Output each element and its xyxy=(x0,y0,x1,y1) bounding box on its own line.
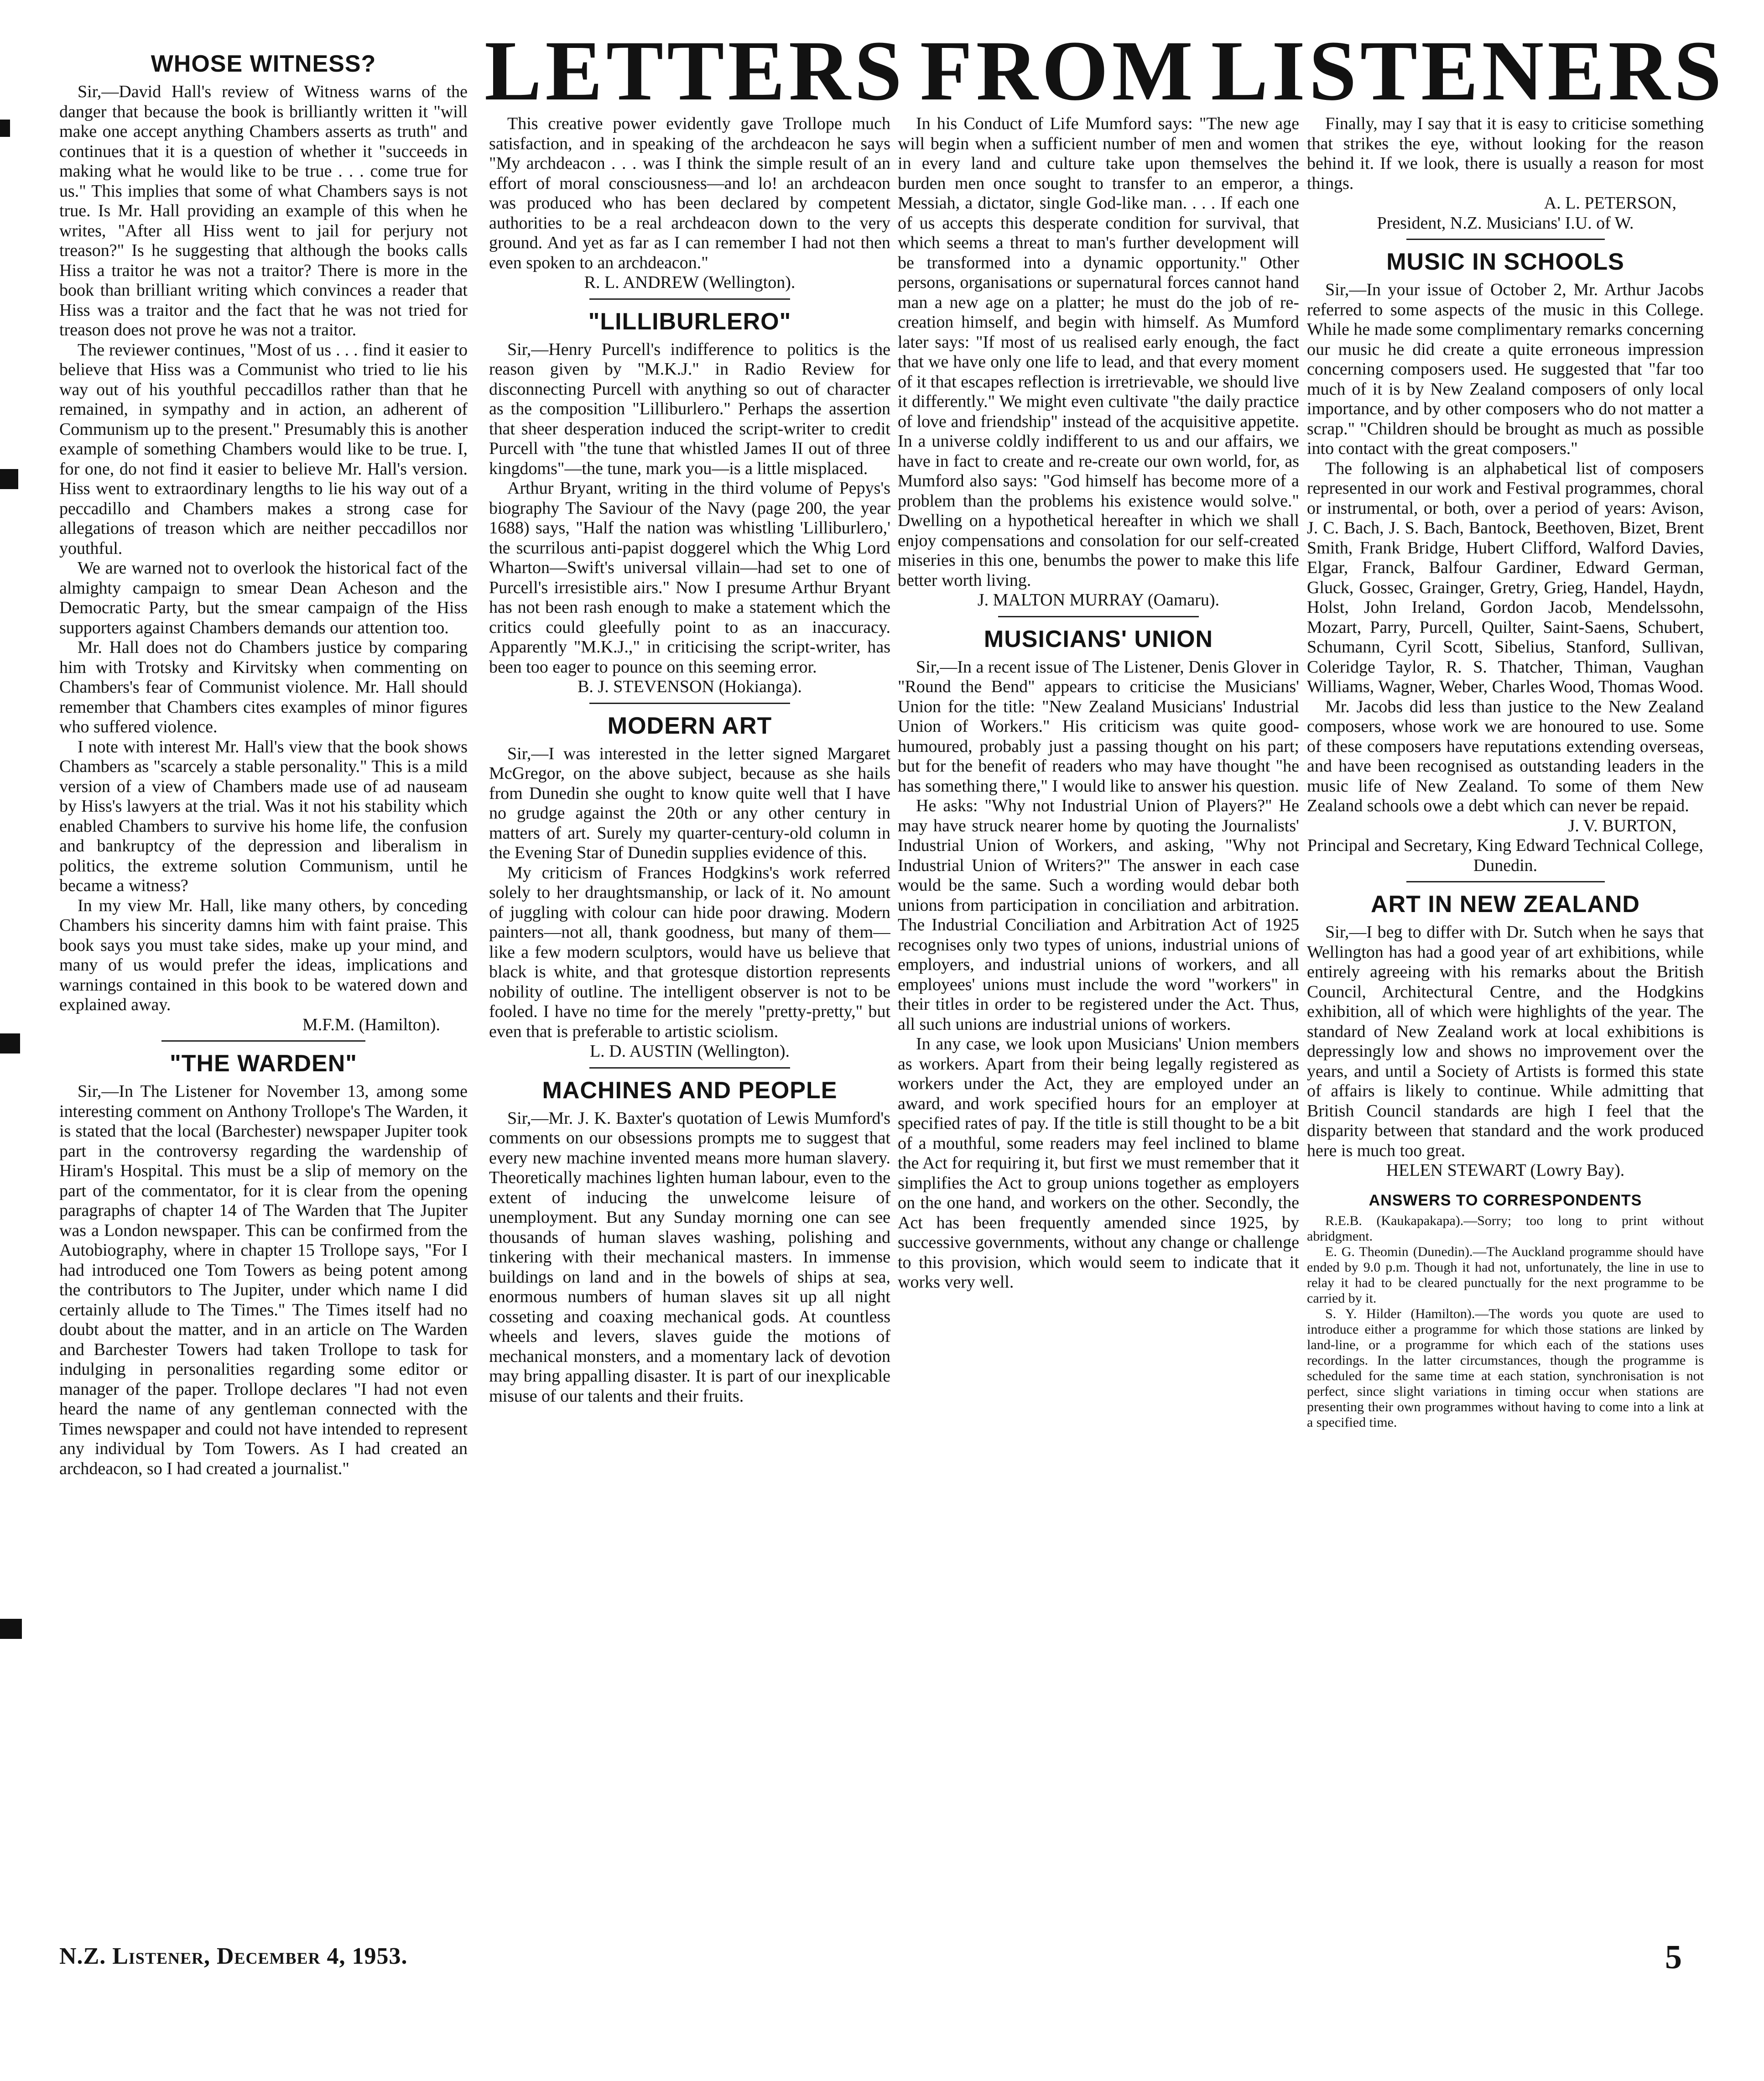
musicians-union-signature: A. L. PETERSON, xyxy=(1544,193,1676,213)
music-in-schools-p3: Mr. Jacobs did less than justice to the New Zealand composers, whose work we are honoured to use. Some of these composers have reputations extending overseas, and have been recognised as outstanding leaders in the music life of New Zealand. To some of them New Zealand schools owe a debt which can never be repaid. xyxy=(1307,697,1704,815)
column-1 xyxy=(59,50,468,1921)
column-3 xyxy=(898,114,1299,1921)
modern-art-p1: Sir,—I was interested in the letter signed Margaret McGregor, on the above subject, because as she hails from Dunedin she ought to know quite well that I have no grudge against the 20th or any other century in matters of art. Surely my quarter-century-old column in the Evening Star of Dunedin supplies evidence of this. xyxy=(489,744,890,862)
musicians-union-p4: Finally, may I say that it is easy to criticise something that strikes the eye, without looking for the reason behind it. If we look, there is usually a reason for most things. xyxy=(1307,114,1704,193)
modern-art-p2: My criticism of Frances Hodgkins's work referred solely to her draughtsmanship, or lack of it. No amount of juggling with colour can hide poor drawing. Modern painters—not all, thank goodness, but many of them—like a few modern sculptors, would have us believe that black is white, and that grotesque distortion represents nobility of outline. The intelligent observer is not to be fooled. I have no time for the merely "pretty-pretty," but even that is preferable to artistic sciolism. xyxy=(489,863,890,1041)
lilliburlero-p1: Sir,—Henry Purcell's indifference to politics is the reason given by "M.K.J." in Radio Review for disconnecting Purcell with anything so out of character as the composition "Lilliburlero." Perhaps the assertion that sheer desperation induced the script-writer to credit Purcell with "the tune that whistled James II out of three kingdoms"—the tune, mark you—is a little misplaced. xyxy=(489,339,890,478)
heading-modern-art: MODERN ART xyxy=(607,712,772,739)
the-warden-p1: Sir,—In The Listener for November 13, among some interesting comment on Anthony Trollope's The Warden, it is stated that the local (Barchester) newspaper Jupiter took part in the controversy regarding the wardenship of Hiram's Hospital. This must be a slip of memory on the part of the commentator, for it is clear from the opening paragraphs of chapter 14 of The Warden that The Jupiter was a London newspaper. This can be confirmed from the Autobiography, where in chapter 15 Trollope says, "For I had introduced one Tom Towers as being potent among the contributors to The Jupiter, under which name I did certainly allude to The Times." The Times itself had no doubt about the matter, and in an article on The Warden and Barchester Towers had taken Trollope to task for indulging in personalities regarding some editor or manager of the paper. Trollope declares "I had not even heard the name of any gentleman connected with the Times newspaper and could not have intended to represent any individual by Tom Towers. As I had created an archdeacon, so I had created a journalist." xyxy=(59,1082,468,1478)
heading-musicians-union: MUSICIANS' UNION xyxy=(983,626,1213,652)
whose-witness-p4: Mr. Hall does not do Chambers justice by comparing him with Trotsky and Kirvitsky when commenting on Chambers's fear of Communist violence. Mr. Hall should remember that Chambers cites examples of minor figures who suffered violence. xyxy=(59,638,468,736)
heading-the-warden: "THE WARDEN" xyxy=(170,1050,357,1077)
the-warden-p2: This creative power evidently gave Trollope much satisfaction, and in speaking of the archdeacon he says "My archdeacon . . . was I think the simple result of an effort of moral consciousness—and lo! an archdeacon was produced who has been declared by competent authorities to be a real archdeacon down to the very ground. And yet as far as I can remember I had not then even spoken to an archdeacon." xyxy=(489,114,890,272)
divider xyxy=(589,1067,790,1069)
heading-art-in-new-zealand: ART IN NEW ZEALAND xyxy=(1371,891,1640,918)
lilliburlero-p2: Arthur Bryant, writing in the third volume of Pepys's biography The Saviour of the Navy (page 200, the year 1688) says, "Half the nation was whistling 'Lilliburlero,' the scurrilous anti-papist doggerel which the Whig Lord Wharton—Swift's universal villain—had set to one of Purcell's irresistible airs." Now I presume Arthur Bryant has not been rash enough to make a statement which the critics could gleefully point to as an inaccuracy. Apparently "M.K.J.," in criticising the script-writer, has been too eager to pounce on this seeming error. xyxy=(489,479,890,677)
masthead-word-from: FROM xyxy=(920,23,1197,118)
art-in-nz-signature: HELEN STEWART (Lowry Bay). xyxy=(1386,1161,1625,1180)
heading-whose-witness: WHOSE WITNESS? xyxy=(151,51,376,77)
machines-p1: Sir,—Mr. J. K. Baxter's quotation of Lewis Mumford's comments on our obsessions prompts me to suggest that every new machine invented means more human slavery. Theoretically machines lighten human labour, even to the extent of inducing the unwelcome leisure of unemployment. But any Sunday morning one can see thousands of human slaves washing, polishing and tinkering with their mechanical masters. In immense buildings on land and in the bowels of ships at sea, enormous numbers of human slaves sit up all night cosseting and coaxing mechanical gods. At countless wheels and levers, slaves guide the motions of mechanical monsters, and a momentary lack of devotion may bring appalling disaster. It is part of our inexplicable misuse of our talents and their fruits. xyxy=(489,1108,890,1406)
divider xyxy=(1406,881,1605,882)
masthead-word-letters: LETTERS xyxy=(484,23,906,118)
whose-witness-p6: In my view Mr. Hall, like many others, by conceding Chambers his sincerity damns him with faint praise. This book says you must take sides, make up your mind, and many of us would prefer the ideas, implications and warnings contained in this book to be watered down and explained away. xyxy=(59,896,468,1014)
modern-art-signature: L. D. AUSTIN (Wellington). xyxy=(589,1042,790,1061)
scan-mark xyxy=(0,469,18,489)
scan-mark xyxy=(0,120,10,137)
answer-item: S. Y. Hilder (Hamilton).—The words you quote are used to introduce either a programme for which those stations are linked by land-line, or a programme for which each of the stations uses recordings. In the latter circumstances, though the programme is scheduled for the same time at each station, synchronisation is not perfect, since slight variations in timing occur when stations are presenting their own programmes without having to come into a link at a specified time. xyxy=(1307,1306,1704,1430)
answers-heading: ANSWERS TO CORRESPONDENTS xyxy=(1369,1191,1642,1209)
musicians-union-p2: He asks: "Why not Industrial Union of Players?" He may have struck nearer home by quoting the Journalists' Industrial Union of Workers, and asking, "Why not Industrial Union of Writers?" The answer in each case would be the same. Such a wording would debar both unions from participation in conciliation and arbitration. The Industrial Conciliation and Arbitration Act of 1925 recognises only two types of unions, industrial unions of employers, and industrial unions of workers, and all employees' unions must include the word "workers" in their titles in order to be registered under the Act. Thus, all such unions are industrial unions of workers. xyxy=(898,796,1299,1034)
footer-publication: N.Z. Listener, December 4, 1953. xyxy=(59,1943,408,1969)
art-in-nz-p1: Sir,—I beg to differ with Dr. Sutch when he says that Wellington has had a good year of art exhibitions, while entirely agreeing with his remarks about the British Council, Architectural Centre, and the Hodgkins exhibition, all of which were highlights of the year. The standard of New Zealand work at local exhibitions is depressingly low and shows no improvement over the years, and until a Society of Artists is formed this state of affairs is likely to continue. While admitting that British Council standards are high I feel that the disparity between that standard and the work produced here is much too great. xyxy=(1307,923,1704,1160)
musicians-union-p1: Sir,—In a recent issue of The Listener, Denis Glover in "Round the Bend" appears to criticise the Musicians' Union for the title: "New Zealand Musicians' Industrial Union of Workers." His criticism was quite good-humoured, probably just a passing thought on his part; but for the benefit of readers who may have thought "he has something there," I would like to answer his question. xyxy=(898,657,1299,796)
musicians-union-signature-title: President, N.Z. Musicians' I.U. of W. xyxy=(1377,213,1634,233)
machines-signature: J. MALTON MURRAY (Oamaru). xyxy=(977,590,1220,610)
page-number: 5 xyxy=(1665,1939,1682,1976)
whose-witness-signature: M.F.M. (Hamilton). xyxy=(302,1015,440,1034)
column-2 xyxy=(489,114,890,1921)
music-in-schools-signature-title: Principal and Secretary, King Edward Technical College, Dunedin. xyxy=(1307,836,1703,875)
divider xyxy=(161,1040,366,1042)
heading-music-in-schools: MUSIC IN SCHOOLS xyxy=(1386,249,1624,275)
lilliburlero-signature: B. J. STEVENSON (Hokianga). xyxy=(578,677,802,696)
music-in-schools-p2: The following is an alphabetical list of composers represented in our work and Festival programmes, choral or instrumental, or both, over a period of years: Avison, J. C. Bach, J. S. Bach, Bantock, Beethoven, Bizet, Brent Smith, Frank Bridge, Hubert Clifford, Walford Davies, Elgar, Franck, Balfour Gardiner, Edward German, Gluck, Gossec, Grainger, Gretry, Grieg, Handel, Haydn, Holst, John Ireland, Gordon Jacob, Mendelssohn, Mozart, Parry, Purcell, Quilter, Saint-Saens, Schubert, Schumann, Cyril Scott, Sibelius, Stanford, Sullivan, Coleridge Taylor, R. S. Thatcher, Thiman, Vaughan Williams, Wagner, Weber, Charles Wood, Thomas Wood. xyxy=(1307,459,1704,696)
divider xyxy=(998,616,1199,617)
whose-witness-p3: We are warned not to overlook the historical fact of the almighty campaign to smear Dean Acheson and the Democratic Party, but the smear campaign of the Hiss supporters against Chambers demands our attention too. xyxy=(59,558,468,637)
answer-item: E. G. Theomin (Dunedin).—The Auckland programme should have ended by 9.0 p.m. Though it had not, unfortunately, the line in use to relay it had to be cleared punctually for the next programme to be carried by it. xyxy=(1307,1244,1704,1306)
answer-item: R.E.B. (Kaukapakapa).—Sorry; too long to print without abridgment. xyxy=(1307,1213,1704,1244)
masthead xyxy=(484,23,1725,118)
divider xyxy=(589,703,790,704)
column-4 xyxy=(1307,114,1704,1921)
music-in-schools-signature: J. V. BURTON, xyxy=(1568,816,1676,835)
scan-mark xyxy=(0,1033,20,1054)
answers-to-correspondents xyxy=(1307,1191,1704,1431)
scan-mark xyxy=(0,1619,22,1639)
whose-witness-p1: Sir,—David Hall's review of Witness warns of the danger that because the book is brilliantly written it "will make one accept anything Chambers asserts as truth" and continues that it is a question of whether it "succeeds in making what he would like to be true . . . come true for us." This implies that some of what Chambers says is not true. Is Mr. Hall providing an example of this when he writes, "After all Hiss went to jail for perjury not treason?" Is he suggesting that although the books calls Hiss a traitor he was not a traitor? There is more in the book than brilliant writing which convinces a reader that Hiss was a traitor and the fact that he was not tried for treason does not prove he was not a traitor. xyxy=(59,82,468,339)
divider xyxy=(589,298,790,300)
the-warden-signature: R. L. ANDREW (Wellington). xyxy=(584,273,796,292)
music-in-schools-p1: Sir,—In your issue of October 2, Mr. Arthur Jacobs referred to some aspects of the music in this College. While he made some complimentary remarks concerning our music he did create a quite erroneous impression concerning composers used. He suggested that "far too much of it is by New Zealand composers of only local importance, and by other composers who do not matter a scrap." "Children should be brought as much as possible into contact with the great composers." xyxy=(1307,280,1704,458)
heading-lilliburlero: "LILLIBURLERO" xyxy=(588,308,791,335)
whose-witness-p5: I note with interest Mr. Hall's view that the book shows Chambers as "scarcely a stable personality." This is a mild version of a view of Chambers made use of ad nauseam by Hiss's lawyers at the trial. Was it not his stability which enabled Chambers to survive his home life, the confusion and bankruptcy of the depression and liberalism in politics, the extreme solution Communism, until he became a witness? xyxy=(59,737,468,895)
whose-witness-p2: The reviewer continues, "Most of us . . . find it easier to believe that Hiss was a Communist who tried to lie his way out of his youthful peccadillos rather than that he remained, in sympathy and in action, an adherent of Communism up to the present." Presumably this is another example of something Chambers would like to be true. I, for one, do not find it easier to believe Mr. Hall's version. Hiss went to extraordinary lengths to lie his way out of a peccadillo and Chambers makes a strong case for allegations of treason which are neither peccadillos nor youthful. xyxy=(59,340,468,558)
heading-machines-and-people: MACHINES AND PEOPLE xyxy=(542,1077,838,1104)
machines-p2: In his Conduct of Life Mumford says: "The new age will begin when a sufficient number of men and women in every land and culture take upon themselves the burden men once sought to transfer to an emperor, a Messiah, a dictator, single God-like man. . . . If each one of us accepts this desperate condition for survival, that which seems a threat to man's further development will be transformed into a dynamic opportunity." Other persons, organisations or supernatural forces cannot hand man a new age on a platter; he must do the job of re-creation himself, and begin with himself. As Mumford later says: "If most of us realised early enough, the fact that we have only one life to lead, and that every moment of it that escapes reflection is irretrievable, we should live it differently." We might even cultivate "the daily practice of love and friendship" instead of the acquisitive appetite. In a universe coldly indifferent to us and our affairs, we have in fact to create and re-create our own world, for, as Mumford also says: "God himself has become more of a problem than the problems his existence would solve." Dwelling on a hypothetical hereafter in which we shall enjoy compensations and consolation for our self-created miseries in this one, benumbs the power to make this life better worth living. xyxy=(898,114,1299,590)
musicians-union-p3: In any case, we look upon Musicians' Union members as workers. Apart from their being legally registered as workers under the Act, they are employed under an award, and work specified hours for an employer at specified rates of pay. If the title is still thought to be a bit of a mouthful, some readers may feel inclined to blame the Act for requiring it, but first we must remember that it simplifies the Act to group unions together as employers on the one hand, and workers on the other. Secondly, the Act has been frequently amended since 1925, by successive governments, without any change or challenge to this provision, which would seem to indicate that it works very well. xyxy=(898,1034,1299,1292)
divider xyxy=(1406,239,1605,240)
masthead-word-listeners: LISTENERS xyxy=(1211,23,1725,118)
